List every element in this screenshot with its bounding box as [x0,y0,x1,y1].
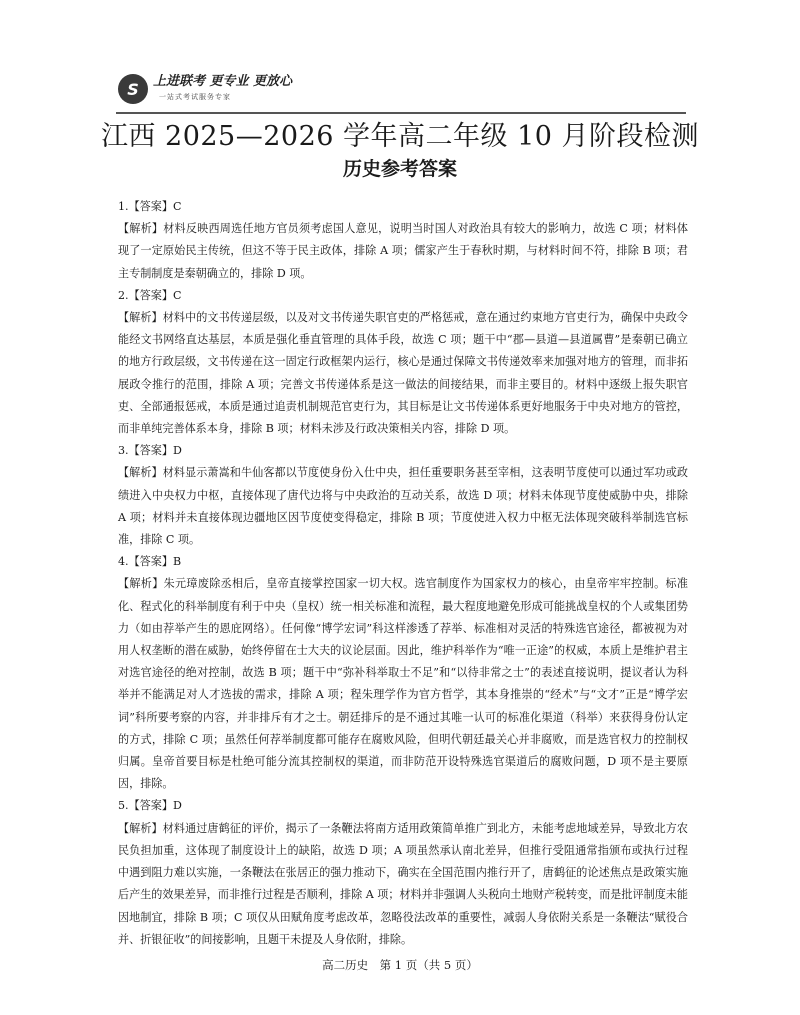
question-item [118,285,688,440]
question-answer: 4.【答案】B [118,555,182,569]
logo-tagline: 一站式考试服务专家 [159,93,231,101]
page-subtitle: 历史参考答案 [342,158,457,180]
question-analysis: 【解析】材料反映西周选任地方官员须考虑国人意见，说明当时国人对政治具有较大的影响力，故选 C 项；材料体现了一定原始民主传统，但这不等于民主政体，排除 A 项；儒家产生于春秋时期，与材料时间不符，排除 B 项；君主专制制度是秦朝确立的，排除 D 项。 [118,222,688,280]
question-item [118,795,688,950]
question-item [118,551,688,795]
question-analysis: 【解析】材料显示萧嵩和牛仙客都以节度使身份入仕中央，担任重要职务甚至宰相，这表明节度使可以通过军功或政绩进入中央权力中枢，直接体现了唐代边将与中央政治的互动关系，故选 D 项；材料未体现节度使威胁中央，排除 A 项；材料并未直接体现边疆地区因节度使变得稳定，排除 B 项；节度使进入权力中枢无法体现突破科举制选官标准，排除 C 项。 [118,466,688,547]
page-title: 江西 2025—2026 学年高二年级 10 月阶段检测 [100,121,700,152]
question-answer: 5.【答案】D [118,799,182,813]
question-analysis: 【解析】材料通过唐鹤征的评价，揭示了一条鞭法将南方适用政策简单推广到北方，未能考虑地域差异，导致北方农民负担加重，这体现了制度设计上的缺陷，故选 D 项；A 项虽然承认南北差异，但推行受阻通常指颁布或执行过程中遇到阻力难以实施，一条鞭法在张居正的强力推动下，确实在全国范围内推行开了，唐鹤征的论述焦点是政策实施后产生的效果差异，而非推行过程是否顺利，排除 A 项；材料并非强调人头税向土地财产税转变，而是批评制度未能因地制宜，排除 B 项；C 项仅从田赋角度考虑改革，忽略役法改革的重要性，减弱人身依附关系是一条鞭法“赋役合并、折银征收”的间接影响，且题干未提及人身依附，排除。 [118,821,688,946]
header-divider [116,112,686,114]
answer-content [118,196,688,951]
question-answer: 1.【答案】C [118,200,182,213]
question-analysis: 【解析】材料中的文书传递层级，以及对文书传递失职官吏的严格惩戒，意在通过约束地方官吏行为，确保中央政令能经文书网络直达基层，本质是强化垂直管理的具体手段，故选 C 项；题干中“郡—县道—县道属曹”是秦朝已确立的地方行政层级，文书传递在这一固定行政框架内运行，核心是通过保障文书传递效率来加强对地方的管理，而非拓展政令推行的范围，排除 A 项；完善文书传递体系是这一做法的间接结果，而非主要目的。材料中逐级上报失职官吏、全部通报惩戒，本质是通过追责机制规范官吏行为，其目标是让文书传递体系更好地服务于中央对地方的管控，而非单纯完善体系本身，排除 B 项；材料未涉及行政决策相关内容，排除 D 项。 [118,311,688,436]
question-analysis: 【解析】朱元璋废除丞相后，皇帝直接掌控国家一切大权。选官制度作为国家权力的核心，由皇帝牢牢控制。标准化、程式化的科举制度有利于中央（皇权）统一相关标准和流程，最大程度地避免形成可能挑战皇权的个人或集团势力（如由荐举产生的恩庇网络）。任何像“博学宏词”科这样渗透了荐举、标准相对灵活的特殊选官途径，都被视为对用人权垄断的潜在威胁，始终停留在士大夫的议论层面。因此，维护科举作为“唯一正途”的权威，本质上是维护君主对选官途径的绝对控制，故选 B 项；题干中“弥补科举取士不足”和“以待非常之士”的表述直接说明，提议者认为科举并不能满足对人才选拔的需求，排除 A 项；程朱理学作为官方哲学，其本身推崇的“经术”与“文才”正是“博学宏词”科所要考察的内容，并非排斥有才之士。朝廷排斥的是不通过其唯一认可的标准化渠道（科举）来获得身份认定的方式，排除 C 项；虽然任何荐举制度都可能存在腐败风险，但明代朝廷最关心并非腐败，而是选官权力的控制权归属。皇帝首要目标是杜绝可能分流其控制权的渠道，而非防范开设特殊选官渠道后的腐败问题，D 项不是主要原因，排除。 [118,577,688,791]
question-answer: 2.【答案】C [118,288,182,302]
header-logo [118,74,292,104]
spiral-s-logo-icon: S [118,74,148,104]
question-item [118,440,688,551]
question-answer: 3.【答案】D [118,444,182,458]
question-item [118,196,688,285]
logo-text [153,74,292,102]
logo-slogan: 上进联考 更专业 更放心 [153,74,293,89]
page-footer: 高二历史 第 1 页（共 5 页） [322,958,478,972]
